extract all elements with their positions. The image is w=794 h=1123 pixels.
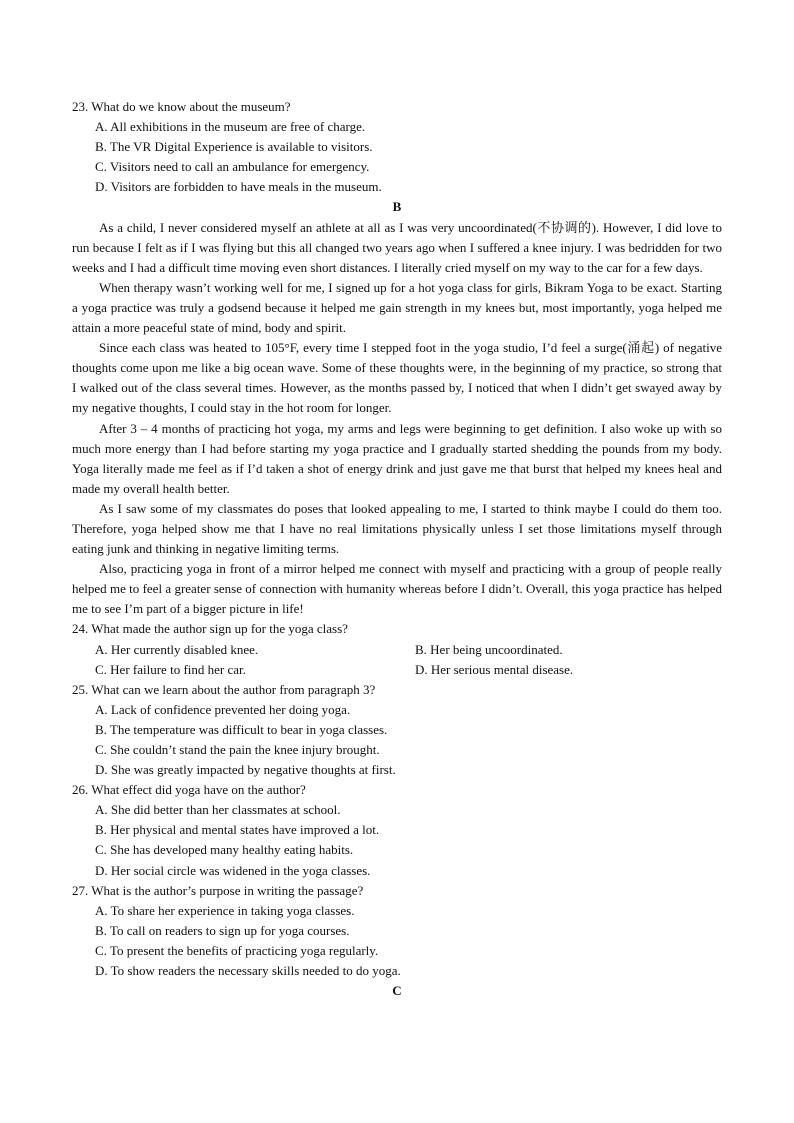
question-23-option-c: C. Visitors need to call an ambulance for emergency. [95, 159, 370, 175]
section-b-heading: B [392, 199, 402, 215]
question-26-option-b: B. Her physical and mental states have improved a lot. [95, 822, 380, 838]
question-24-stem: 24. What made the author sign up for the yoga class? [72, 621, 348, 637]
question-24-options-row-2 [72, 660, 722, 680]
question-26-option-c: C. She has developed many healthy eating habits. [95, 842, 354, 858]
question-24-options-row-1 [72, 640, 722, 660]
exam-page [72, 97, 722, 1001]
question-26-option-d: D. Her social circle was widened in the yoga classes. [95, 862, 371, 878]
question-27-stem: 27. What is the author’s purpose in writing the passage? [72, 882, 364, 898]
question-26-stem: 26. What effect did yoga have on the author? [72, 782, 306, 798]
question-23-stem: 23. What do we know about the museum? [72, 99, 291, 114]
question-23-option-a: A. All exhibitions in the museum are free of charge. [95, 119, 366, 135]
passage-paragraph-6: Also, practicing yoga in front of a mirror helped me connect with myself and practicing with a group of people really helped me to feel a greater sense of connection with humanity whereas before I didn’t. Overall, this yoga practice has helped me to see I’m part of a bigger picture in life! [72, 561, 722, 617]
question-24-option-c: C. Her failure to find her car. [95, 661, 246, 677]
passage-paragraph-5: As I saw some of my classmates do poses that looked appealing to me, I started to think maybe I could do them too. Therefore, yoga helped show me that I have no real limitations physically unless I set those limitations myself through eating junk and thinking in negative limiting terms. [72, 500, 722, 557]
question-25-option-a: A. Lack of confidence prevented her doing yoga. [95, 701, 351, 717]
question-26-option-a: A. She did better than her classmates at school. [95, 802, 341, 818]
question-24-option-b: B. Her being uncoordinated. [415, 641, 563, 657]
question-27-option-b: B. To call on readers to sign up for yoga courses. [95, 922, 350, 938]
question-27-option-a: A. To share her experience in taking yoga classes. [95, 902, 355, 918]
question-25-stem: 25. What can we learn about the author from paragraph 3? [72, 681, 376, 697]
section-c-heading: C [392, 983, 402, 999]
question-23-option-b: B. The VR Digital Experience is available to visitors. [95, 139, 373, 155]
question-25-option-c: C. She couldn’t stand the pain the knee injury brought. [95, 742, 380, 757]
passage-paragraph-2: When therapy wasn’t working well for me, I signed up for a hot yoga class for girls, Bikram Yoga to be exact. Starting a yoga practice was truly a godsend because it helped me gain strength in my knees but, most importantly, yoga helped me attain a more peaceful state of mind, body and spirit. [72, 279, 722, 336]
question-27-option-d: D. To show readers the necessary skills needed to do yoga. [95, 963, 401, 979]
question-25-option-b: B. The temperature was difficult to bear in yoga classes. [95, 721, 388, 737]
passage-paragraph-4: After 3 – 4 months of practicing hot yoga, my arms and legs were beginning to get definition. I also woke up with so much more energy than I had before starting my yoga practice and I gradually started shedding the pounds from my body. Yoga literally made me feel as if I’d taken a shot of energy drink and just gave me that burst that helped my knees heal and made my overall health better. [72, 420, 722, 496]
question-24-option-a: A. Her currently disabled knee. [95, 641, 259, 657]
passage-paragraph-1: As a child, I never considered myself an athlete at all as I was very uncoordinated(不协调的). However, I did love to run because I felt as if I was flying but this all changed two years ago when I suffered a knee injury. I was bedridden for two weeks and I had a difficult time moving even short distances. I literally cried myself on my way to the car for a few days. [72, 219, 722, 275]
passage-paragraph-3: Since each class was heated to 105°F, every time I stepped foot in the yoga studio, I’d feel a surge(涌起) of negative thoughts come upon me like a big ocean wave. Some of these thoughts were, in the beginning of my practice, so strong that I walked out of the class several times. However, as the months passed by, I noticed that when I didn’t get swayed away by my negative thoughts, I could stay in the hot room for longer. [72, 340, 722, 416]
question-25-option-d: D. She was greatly impacted by negative thoughts at first. [95, 762, 396, 778]
question-23-option-d: D. Visitors are forbidden to have meals in the museum. [95, 179, 382, 195]
question-27-option-c: C. To present the benefits of practicing yoga regularly. [95, 942, 379, 958]
question-24-option-d: D. Her serious mental disease. [415, 661, 574, 677]
